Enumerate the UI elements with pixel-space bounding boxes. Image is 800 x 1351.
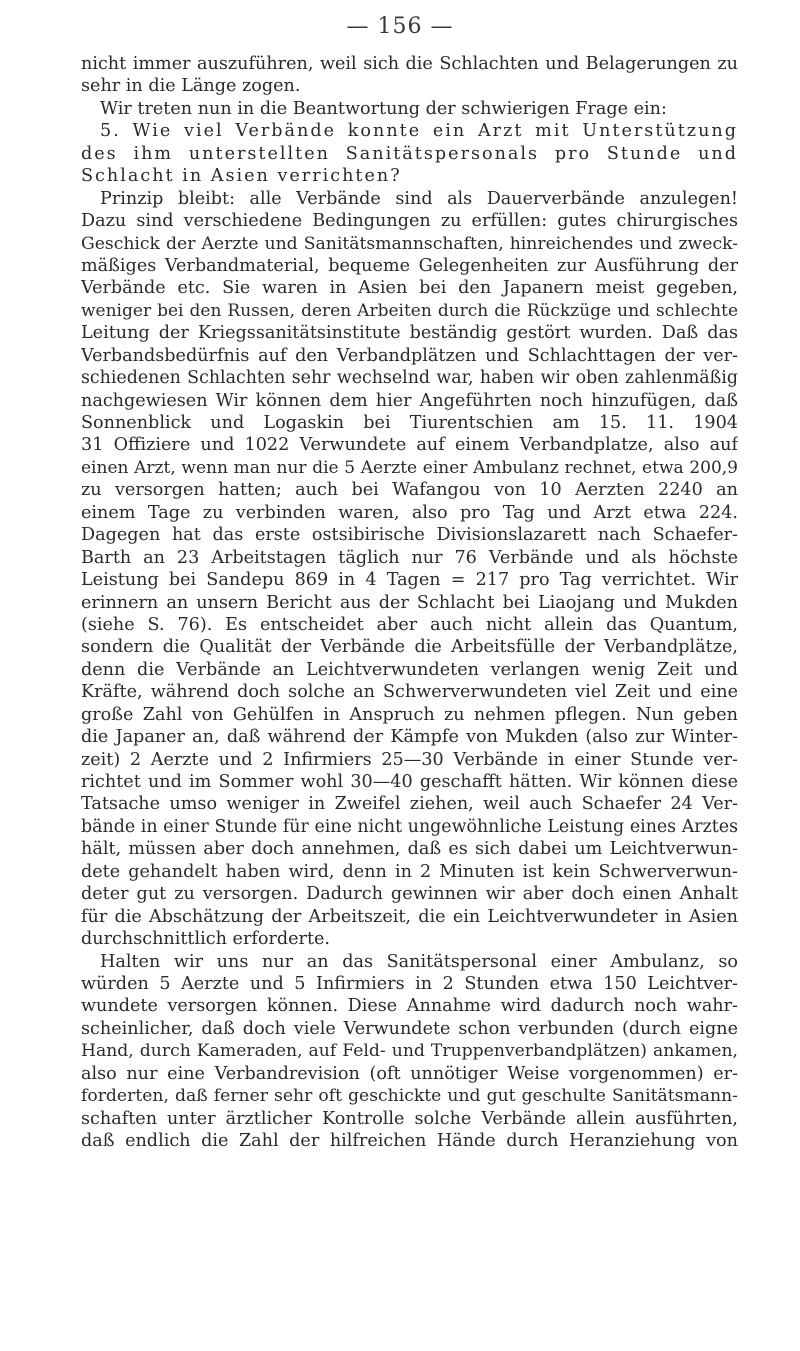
text-line: zu versorgen hatten; auch bei Wafangou von 10 Aerzten 2240 an [81,480,738,501]
text-line: schaften unter ärztlicher Kontrolle solche Verbände allein ausführten, [81,1108,738,1129]
text-line: sehr in die Länge zogen. [81,76,301,97]
text-line: einem Tage zu verbinden waren, also pro Tag und Arzt etwa 224. [81,502,738,523]
text-line: Tatsache umso weniger in Zweifel ziehen, weil auch Schaefer 24 Ver- [81,794,738,815]
text-line: große Zahl von Gehülfen in Anspruch zu nehmen pflegen. Nun geben [81,704,738,725]
text-line: zeit) 2 Aerzte und 2 Infirmiers 25—30 Verbände in einer Stunde ver- [81,749,738,770]
text-line: einen Arzt, wenn man nur die 5 Aerzte einer Ambulanz rechnet, etwa 200,9 [81,457,738,478]
text-line: weniger bei den Russen, deren Arbeiten durch die Rückzüge und schlechte [81,300,738,321]
text-line: Dagegen hat das erste ostsibirische Divisionslazarett nach Schaefer- [81,525,738,546]
text-line: Verbände etc. Sie waren in Asien bei den Japanern meist gegeben, [81,278,738,299]
text-line: des ihm unterstellten Sanitätspersonals pro Stunde und [81,143,738,164]
text-line: Schlacht in Asien verrichten? [81,166,402,187]
text-line: deter gut zu versorgen. Dadurch gewinnen wir aber doch einen Anhalt [81,884,738,905]
text-line: denn die Verbände an Leichtverwundeten verlangen wenig Zeit und [81,659,738,680]
text-line: 31 Offiziere und 1022 Verwundete auf einem Verbandplatze, also auf [81,435,738,456]
text-line: (siehe S. 76). Es entscheidet aber auch nicht allein das Quantum, [81,614,738,635]
text-line: richtet und im Sommer wohl 30—40 geschafft hätten. Wir können diese [81,772,738,792]
text-line: also nur eine Verbandrevision (oft unnötiger Weise vorgenommen) er- [81,1063,738,1084]
text-line: die Japaner an, daß während der Kämpfe von Mukden (also zur Winter- [81,727,738,748]
text-line: Hand, durch Kameraden, auf Feld- und Truppenverbandplätzen) ankamen, [81,1041,738,1062]
text-line: schiedenen Schlachten sehr wechselnd war, haben wir oben zahlenmäßig [81,368,738,389]
text-line: Dazu sind verschiedene Bedingungen zu erfüllen: gutes chirurgisches [81,211,738,232]
page-number: — 156 — [346,14,454,39]
text-line: Barth an 23 Arbeitstagen täglich nur 76 Verbände und als höchste [81,547,738,568]
text-line: forderten, daß ferner sehr oft geschickte und gut geschulte Sanitätsmann- [81,1086,738,1107]
text-line: Wir treten nun in die Beantwortung der schwierigen Frage ein: [100,98,667,119]
text-line: daß endlich die Zahl der hilfreichen Hände durch Heranziehung von [81,1131,738,1151]
text-line: scheinlicher, daß doch viele Verwundete schon verbunden (durch eigne [81,1018,738,1039]
text-line: Verbandsbedürfnis auf den Verbandplätzen und Schlachttagen der ver- [81,345,738,366]
text-line: nicht immer auszuführen, weil sich die Schlachten und Belagerungen zu [81,54,738,74]
text-line: bände in einer Stunde für eine nicht ungewöhnliche Leistung eines Arztes [81,816,738,837]
text-line: Geschick der Aerzte und Sanitätsmannschaften, hinreichendes und zweck- [81,233,738,254]
text-line: durchschnittlich erforderte. [81,929,331,950]
text-line: nachgewiesen Wir können dem hier Angeführten noch hinzufügen, daß [81,390,738,411]
text-line: Leistung bei Sandepu 869 in 4 Tagen = 217 pro Tag verrichtet. Wir [81,570,738,591]
text-line: dete gehandelt haben wird, denn in 2 Minuten ist kein Schwerverwun- [81,861,738,882]
text-line: sondern die Qualität der Verbände die Arbeitsfülle der Verbandplätze, [81,637,738,658]
text-line: würden 5 Aerzte und 5 Infirmiers in 2 Stunden etwa 150 Leichtver- [81,973,738,994]
text-line: hält, müssen aber doch annehmen, daß es sich dabei um Leichtverwun- [81,839,738,860]
text-line: wundete versorgen können. Diese Annahme wird dadurch noch wahr- [81,996,738,1017]
text-line: mäßiges Verbandmaterial, bequeme Gelegenheiten zur Ausführung der [81,255,738,276]
text-line: erinnern an unsern Bericht aus der Schlacht bei Liaojang und Mukden [81,592,738,613]
text-line: Leitung der Kriegssanitätsinstitute beständig gestört wurden. Daß das [81,323,738,344]
text-line: Sonnenblick und Logaskin bei Tiurentschien am 15. 11. 1904 [81,413,738,433]
text-line: Halten wir uns nur an das Sanitätspersonal einer Ambulanz, so [100,951,738,972]
text-line: Kräfte, während doch solche an Schwerverwundeten viel Zeit und eine [81,682,738,703]
text-line: 5. Wie viel Verbände konnte ein Arzt mit Unterstützung [100,121,738,142]
body-text [81,53,738,1152]
text-line: Prinzip bleibt: alle Verbände sind als Dauerverbände anzulegen! [100,188,738,209]
text-line: für die Abschätzung der Arbeitszeit, die ein Leichtverwundeter in Asien [81,906,738,927]
